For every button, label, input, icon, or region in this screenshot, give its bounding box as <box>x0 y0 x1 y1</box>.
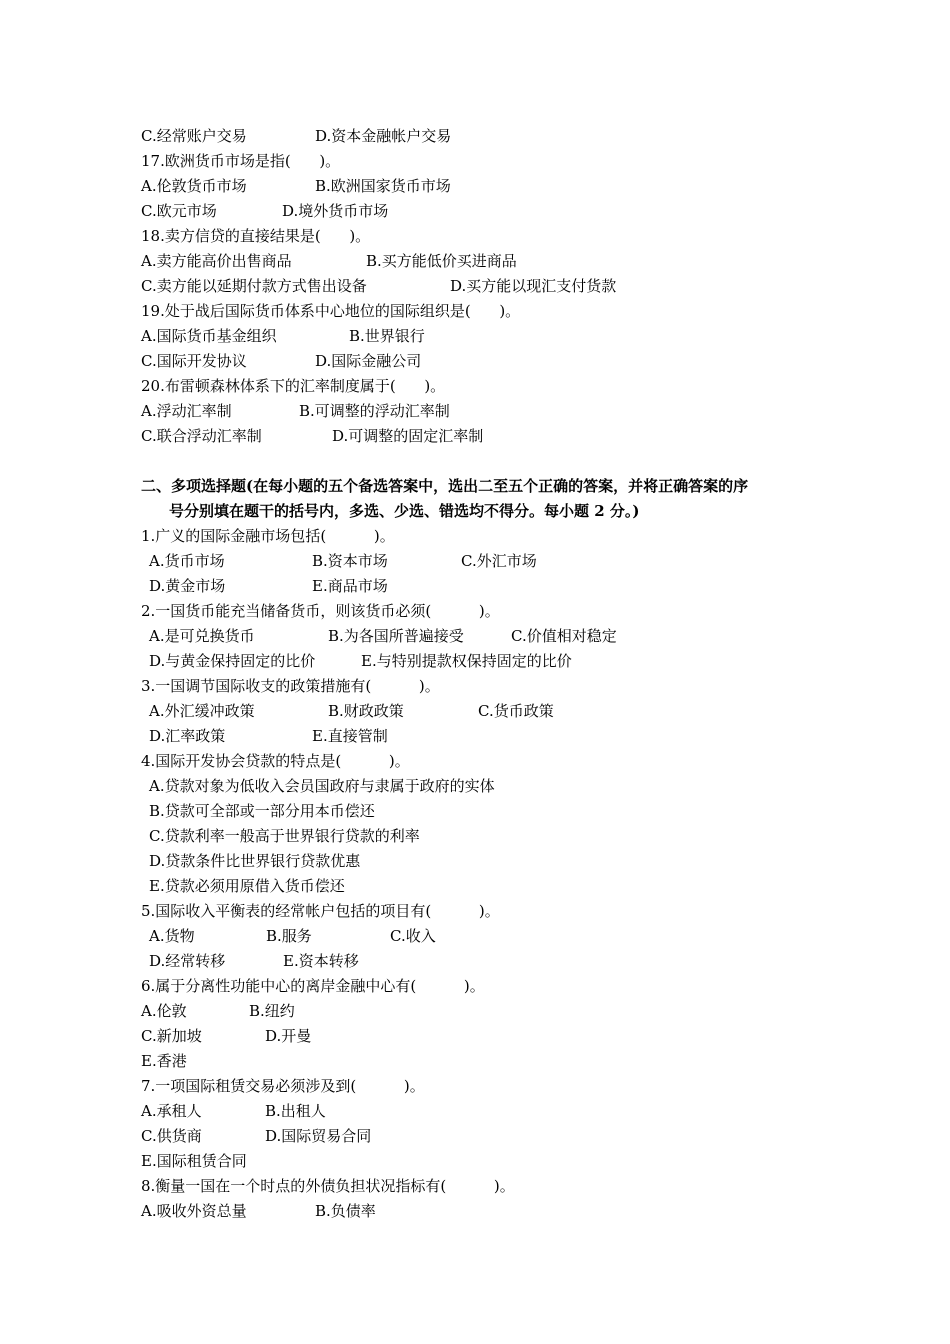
question-line: 6.属于分离性功能中心的离岸金融中心有( )。 <box>141 977 485 995</box>
answer-option: D.开曼 <box>265 1027 312 1045</box>
answer-option: B.可调整的浮动汇率制 <box>299 402 450 420</box>
answer-option: A.吸收外资总量 <box>141 1202 247 1220</box>
question-line: 5.国际收入平衡表的经常帐户包括的项目有( )。 <box>141 902 500 920</box>
question-line: 7.一项国际租赁交易必须涉及到( )。 <box>141 1077 425 1095</box>
answer-option: C.国际开发协议 <box>141 352 247 370</box>
answer-option: E.商品市场 <box>312 577 388 595</box>
answer-option: B.服务 <box>266 927 312 945</box>
question-line: E.国际租赁合同 <box>141 1152 247 1170</box>
answer-option: C.经常账户交易 <box>141 127 247 145</box>
answer-option: B.资本市场 <box>312 552 388 570</box>
answer-option: A.卖方能高价出售商品 <box>141 252 292 270</box>
answer-option: B.为各国所普遍接受 <box>328 627 464 645</box>
answer-option: C.供货商 <box>141 1127 202 1145</box>
answer-option: D.汇率政策 <box>149 727 226 745</box>
answer-option: C.货币政策 <box>478 702 554 720</box>
answer-option: D.经常转移 <box>149 952 226 970</box>
answer-option: A.外汇缓冲政策 <box>149 702 255 720</box>
answer-option: D.国际金融公司 <box>315 352 422 370</box>
answer-option: E.与特别提款权保持固定的比价 <box>361 652 572 670</box>
answer-option: A.国际货币基金组织 <box>141 327 277 345</box>
answer-option: B.负债率 <box>315 1202 376 1220</box>
question-line: E.贷款必须用原借入货币偿还 <box>149 877 345 895</box>
question-line: 8.衡量一国在一个时点的外债负担状况指标有( )。 <box>141 1177 515 1195</box>
question-line: A.贷款对象为低收入会员国政府与隶属于政府的实体 <box>149 777 495 795</box>
answer-option: A.伦敦 <box>141 1002 187 1020</box>
answer-option: E.资本转移 <box>283 952 359 970</box>
section-heading: 号分别填在题干的括号内，多选、少选、错选均不得分。每小题 2 分。) <box>169 502 640 520</box>
answer-option: A.承租人 <box>141 1102 202 1120</box>
answer-option: D.黄金市场 <box>149 577 226 595</box>
question-line: E.香港 <box>141 1052 187 1070</box>
answer-option: C.收入 <box>390 927 436 945</box>
question-line: 17.欧洲货币市场是指( )。 <box>141 152 341 170</box>
answer-option: E.直接管制 <box>312 727 388 745</box>
answer-option: D.与黄金保持固定的比价 <box>149 652 316 670</box>
question-line: 1.广义的国际金融市场包括( )。 <box>141 527 395 545</box>
question-line: 4.国际开发协会贷款的特点是( )。 <box>141 752 410 770</box>
question-line: 3.一国调节国际收支的政策措施有( )。 <box>141 677 440 695</box>
question-line: 18.卖方信贷的直接结果是( )。 <box>141 227 371 245</box>
answer-option: D.国际贸易合同 <box>265 1127 372 1145</box>
answer-option: B.欧洲国家货币市场 <box>315 177 451 195</box>
answer-option: A.货物 <box>149 927 195 945</box>
question-line: B.贷款可全部或一部分用本币偿还 <box>149 802 375 820</box>
answer-option: C.新加坡 <box>141 1027 202 1045</box>
question-line: D.贷款条件比世界银行贷款优惠 <box>149 852 361 870</box>
answer-option: A.浮动汇率制 <box>141 402 232 420</box>
answer-option: C.价值相对稳定 <box>511 627 617 645</box>
answer-option: D.可调整的固定汇率制 <box>332 427 484 445</box>
answer-option: B.出租人 <box>265 1102 326 1120</box>
answer-option: D.资本金融帐户交易 <box>315 127 452 145</box>
answer-option: A.是可兑换货币 <box>149 627 255 645</box>
answer-option: C.外汇市场 <box>461 552 537 570</box>
answer-option: B.财政政策 <box>328 702 404 720</box>
answer-option: A.货币市场 <box>149 552 225 570</box>
answer-option: C.欧元市场 <box>141 202 217 220</box>
question-line: 19.处于战后国际货币体系中心地位的国际组织是( )。 <box>141 302 521 320</box>
answer-option: D.境外货币市场 <box>282 202 389 220</box>
question-line: 20.布雷顿森林体系下的汇率制度属于( )。 <box>141 377 446 395</box>
question-line: 2.一国货币能充当储备货币，则该货币必须( )。 <box>141 602 500 620</box>
answer-option: D.买方能以现汇支付货款 <box>450 277 617 295</box>
answer-option: B.世界银行 <box>349 327 425 345</box>
answer-option: A.伦敦货币市场 <box>141 177 247 195</box>
question-line: C.贷款利率一般高于世界银行贷款的利率 <box>149 827 420 845</box>
answer-option: B.纽约 <box>249 1002 295 1020</box>
section-heading: 二、多项选择题(在每小题的五个备选答案中，选出二至五个正确的答案，并将正确答案的序 <box>141 477 749 495</box>
answer-option: C.卖方能以延期付款方式售出设备 <box>141 277 367 295</box>
answer-option: C.联合浮动汇率制 <box>141 427 262 445</box>
answer-option: B.买方能低价买进商品 <box>366 252 517 270</box>
